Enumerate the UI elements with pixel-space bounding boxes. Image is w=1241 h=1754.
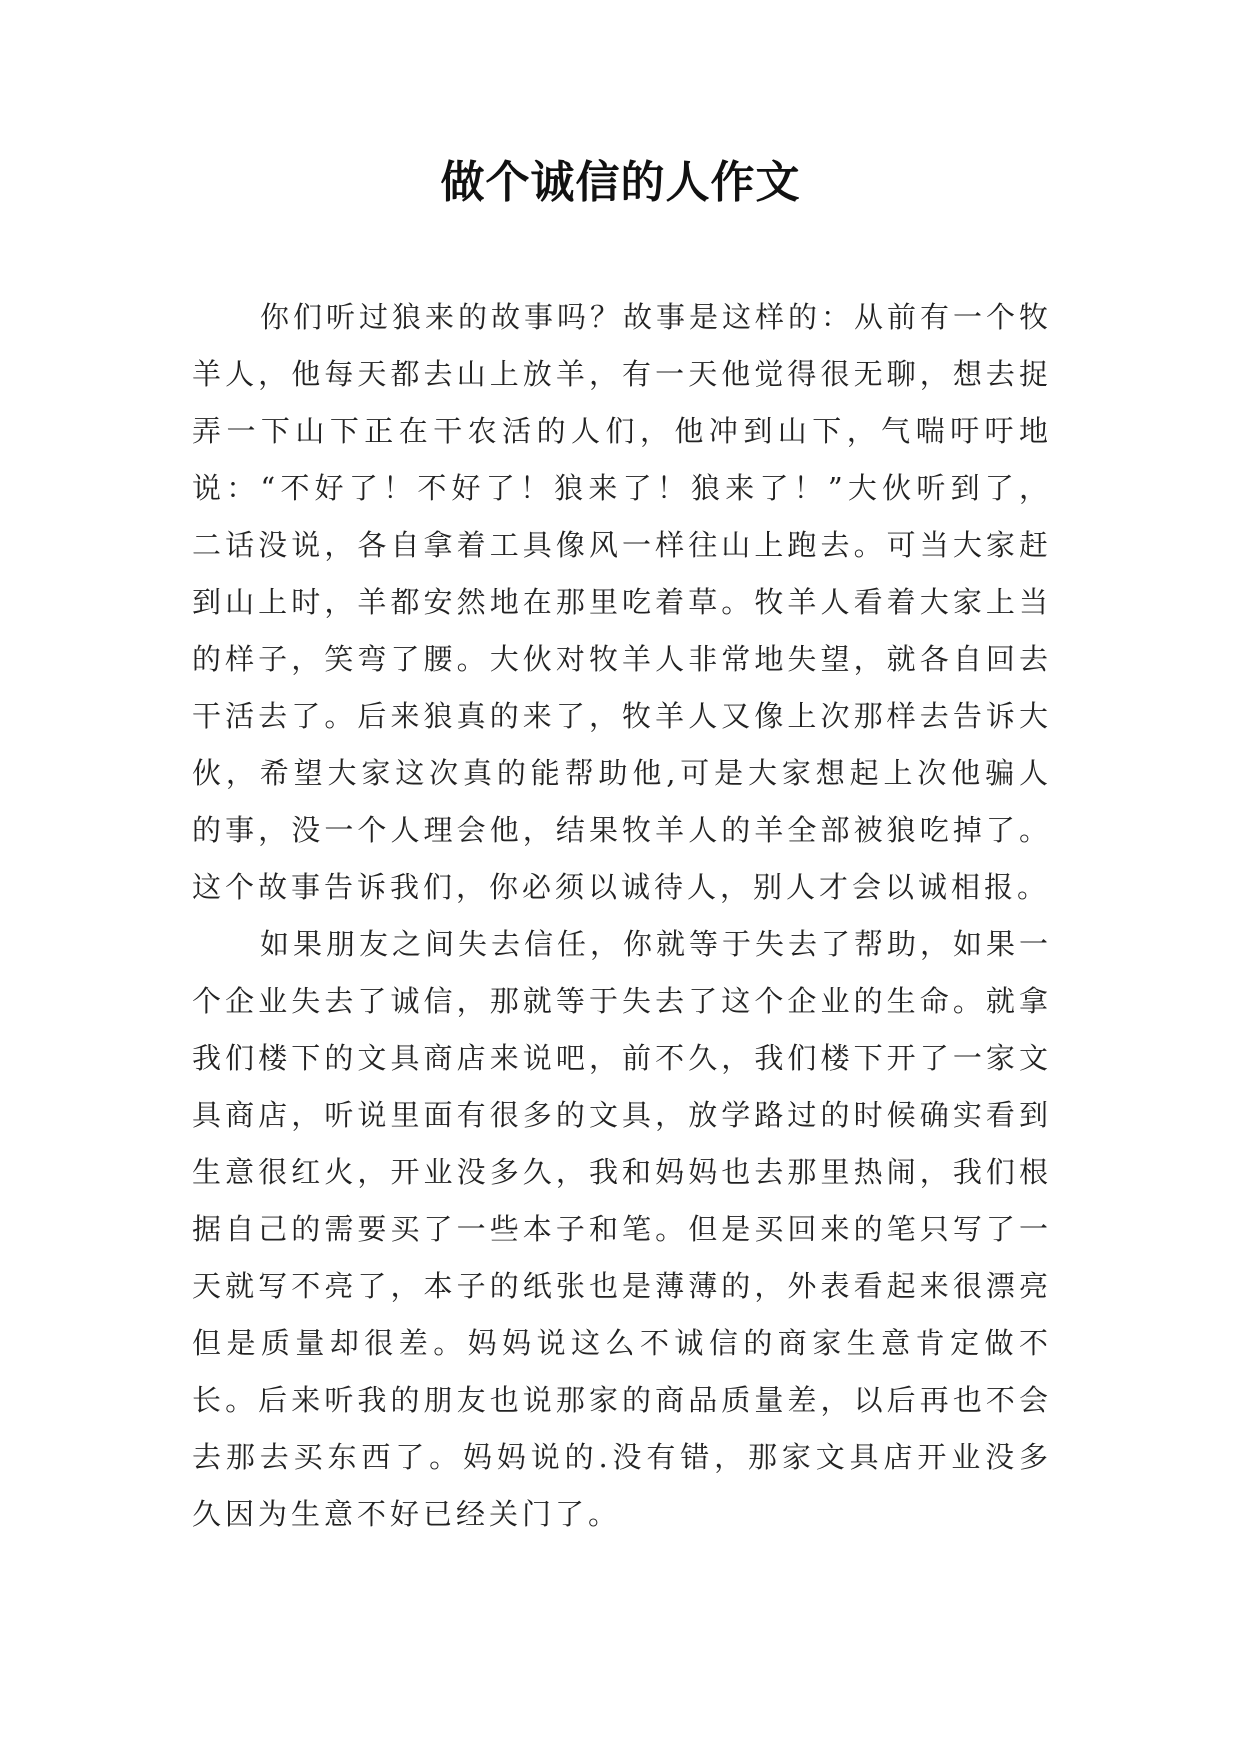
document-body	[192, 289, 1052, 1543]
paragraph-2: 如果朋友之间失去信任，你就等于失去了帮助，如果一个企业失去了诚信，那就等于失去了这个企业的生命。就拿我们楼下的文具商店来说吧，前不久，我们楼下开了一家文具商店，听说里面有很多的文具，放学路过的时候确实看到生意很红火，开业没多久，我和妈妈也去那里热闹，我们根据自己的需要买了一些本子和笔。但是买回来的笔只写了一天就写不亮了，本子的纸张也是薄薄的，外表看起来很漂亮但是质量却很差。妈妈说这么不诚信的商家生意肯定做不长。后来听我的朋友也说那家的商品质量差，以后再也不会去那去买东西了。妈妈说的.没有错，那家文具店开业没多久因为生意不好已经关门了。	[192, 927, 1053, 1531]
paragraph-1: 你们听过狼来的故事吗？故事是这样的：从前有一个牧羊人，他每天都去山上放羊，有一天他觉得很无聊，想去捉弄一下山下正在干农活的人们，他冲到山下，气喘吁吁地说：“不好了！不好了！狼来了！狼来了！”大伙听到了，二话没说，各自拿着工具像风一样往山上跑去。可当大家赶到山上时，羊都安然地在那里吃着草。牧羊人看着大家上当的样子，笑弯了腰。大伙对牧羊人非常地失望，就各自回去干活去了。后来狼真的来了，牧羊人又像上次那样去告诉大伙，希望大家这次真的能帮助他,可是大家想起上次他骗人的事，没一个人理会他，结果牧羊人的羊全部被狼吃掉了。这个故事告诉我们，你必须以诚待人，别人才会以诚相报。	[192, 300, 1053, 904]
document-title: 做个诚信的人作文	[440, 157, 801, 208]
